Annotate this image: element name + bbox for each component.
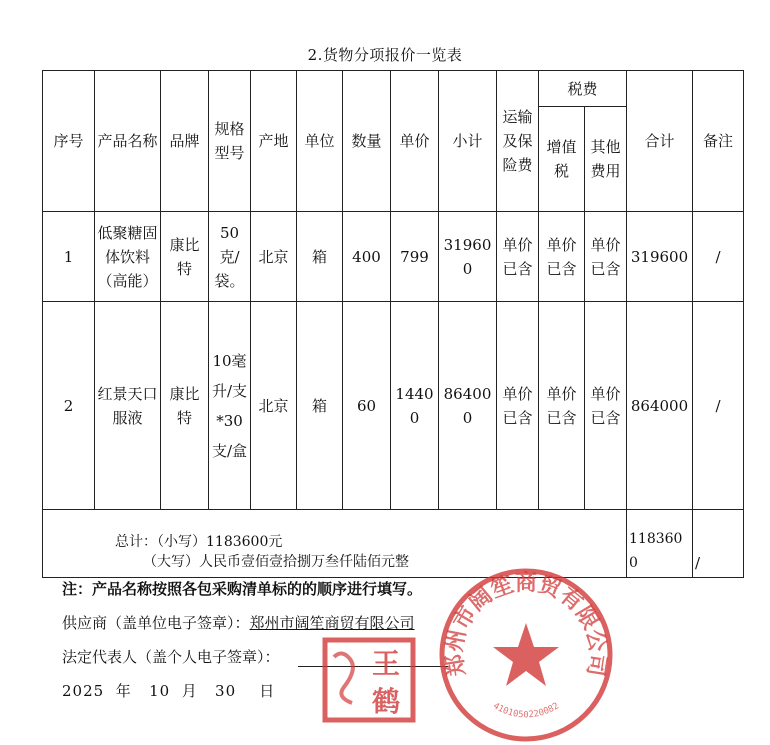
company-seal-icon xyxy=(436,565,616,745)
date-year: 2025 xyxy=(62,682,105,700)
header-origin: 产地 xyxy=(251,71,297,212)
header-unit: 单位 xyxy=(297,71,343,212)
date-month-unit: 月 xyxy=(181,682,198,700)
legal-line xyxy=(62,646,448,667)
cell-transport: 单价已含 xyxy=(497,302,539,510)
header-subtotal: 小计 xyxy=(439,71,497,212)
date-day-unit: 日 xyxy=(259,682,276,700)
cell-subtotal: 864000 xyxy=(439,302,497,510)
supplier-name: 郑州市阔笙商贸有限公司 xyxy=(249,614,415,632)
cell-seq: 1 xyxy=(43,212,95,302)
cell-unit-price: 799 xyxy=(391,212,439,302)
cell-qty: 400 xyxy=(343,212,391,302)
cell-subtotal: 319600 xyxy=(439,212,497,302)
summary-grand-total: 1183600 xyxy=(627,510,693,578)
summary-lower-label: （小写） xyxy=(157,534,206,550)
header-total: 合计 xyxy=(627,71,693,212)
cell-remark: / xyxy=(693,302,744,510)
cell-brand: 康比特 xyxy=(161,302,209,510)
header-remark: 备注 xyxy=(693,71,744,212)
header-vat: 增值税 xyxy=(539,107,585,212)
header-unit-price: 单价 xyxy=(391,71,439,212)
header-spec: 规格型号 xyxy=(209,71,251,212)
cell-unit: 箱 xyxy=(297,212,343,302)
cell-brand: 康比特 xyxy=(161,212,209,302)
note: 注：产品名称按照各包采购清单标的的顺序进行填写。 xyxy=(62,580,423,598)
header-brand: 品牌 xyxy=(161,71,209,212)
header-transport: 运输及保险费 xyxy=(497,71,539,212)
page-title: 2.货物分项报价一览表 xyxy=(307,46,463,64)
summary-cell xyxy=(43,510,627,578)
cell-qty: 60 xyxy=(343,302,391,510)
svg-text:郑州市阔笙商贸有限公司: 郑州市阔笙商贸有限公司 xyxy=(442,571,610,678)
supplier-line xyxy=(62,612,415,633)
header-other-fee: 其他费用 xyxy=(585,107,627,212)
date-day: 30 xyxy=(215,682,237,700)
legal-signature-line xyxy=(298,650,448,667)
summary-lower-value: 1183600元 xyxy=(206,534,283,550)
supplier-label: 供应商（盖单位电子签章）： xyxy=(62,614,250,632)
summary-text xyxy=(115,532,409,572)
quote-table xyxy=(42,70,744,578)
cell-transport: 单价已含 xyxy=(497,212,539,302)
cell-seq: 2 xyxy=(43,302,95,510)
cell-total: 319600 xyxy=(627,212,693,302)
header-product-name: 产品名称 xyxy=(95,71,161,212)
summary-row xyxy=(43,510,744,578)
header-qty: 数量 xyxy=(343,71,391,212)
cell-vat: 单价已含 xyxy=(539,212,585,302)
cell-product-name: 低聚糖固体饮料（高能） xyxy=(95,212,161,302)
svg-text:王: 王 xyxy=(371,647,401,680)
cell-spec: 50克/袋。 xyxy=(209,212,251,302)
date-month: 10 xyxy=(149,682,171,700)
cell-other-fee: 单价已含 xyxy=(585,302,627,510)
cell-vat: 单价已含 xyxy=(539,302,585,510)
cell-origin: 北京 xyxy=(251,212,297,302)
cell-unit-price: 14400 xyxy=(391,302,439,510)
date-line xyxy=(62,680,275,701)
svg-text:鹤: 鹤 xyxy=(371,685,401,718)
table-row xyxy=(43,302,744,510)
summary-remark: / xyxy=(693,510,744,578)
table-row xyxy=(43,212,744,302)
summary-upper-value: 人民币壹佰壹拾捌万叁仟陆佰元整 xyxy=(199,554,409,570)
cell-product-name: 红景天口服液 xyxy=(95,302,161,510)
date-year-unit: 年 xyxy=(115,682,132,700)
cell-unit: 箱 xyxy=(297,302,343,510)
cell-total: 864000 xyxy=(627,302,693,510)
cell-other-fee: 单价已含 xyxy=(585,212,627,302)
summary-upper-label: （大写） xyxy=(143,554,199,570)
cell-remark: / xyxy=(693,212,744,302)
header-seq: 序号 xyxy=(43,71,95,212)
legal-label: 法定代表人（盖个人电子签章）： xyxy=(62,648,280,666)
svg-text:4101050220082: 4101050220082 xyxy=(491,701,561,721)
cell-origin: 北京 xyxy=(251,302,297,510)
summary-label: 总计： xyxy=(115,534,157,550)
cell-spec: 10毫升/支*30支/盒 xyxy=(209,302,251,510)
header-tax: 税费 xyxy=(539,71,627,107)
